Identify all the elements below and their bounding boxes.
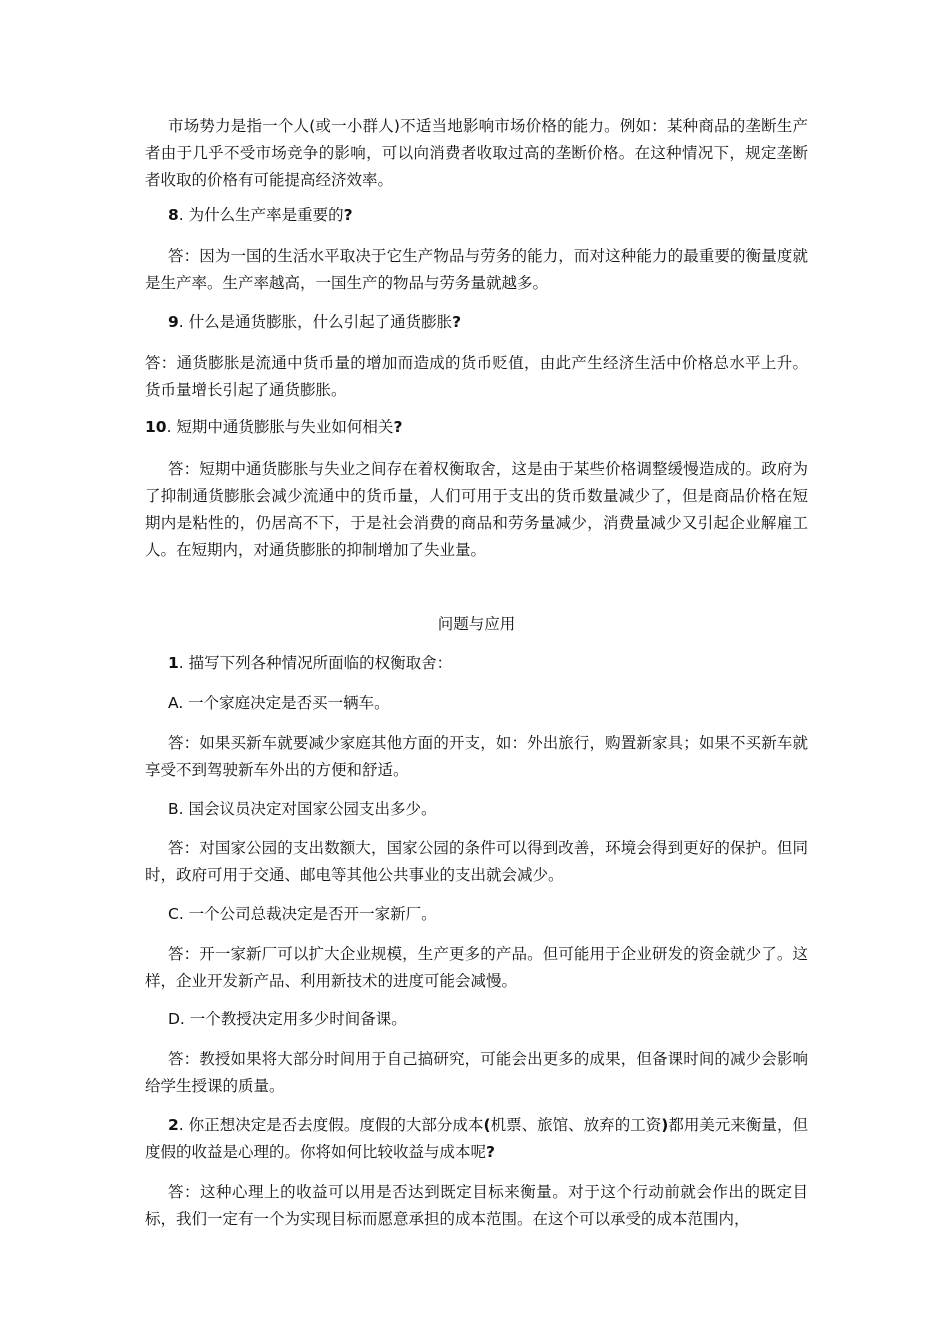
problem-2-text-2: 机票、旅馆、放弃的工资 — [490, 1116, 662, 1134]
problem-2-number: 2 — [168, 1116, 179, 1134]
question-9-mark: ? — [452, 313, 462, 331]
question-10-mark: ? — [393, 418, 403, 436]
problem-1-text: . 描写下列各种情况所面临的权衡取舍： — [178, 654, 453, 672]
problem-1b-question: B. 国会议员决定对国家公园支出多少。 — [168, 800, 437, 818]
problem-2-mark: ? — [486, 1143, 496, 1161]
problem-1 — [145, 650, 808, 677]
problem-2-text-3: 都用美元来衡量，但度假的收益是心理的。你将如何比较收益与成本呢 — [145, 1116, 808, 1161]
problem-2-text-1: . 你正想决定是否去度假。度假的大部分成本 — [178, 1116, 484, 1134]
problem-1d-answer: 答：教授如果将大部分时间用于自己搞研究，可能会出更多的成果，但备课时间的减少会影响给学生授课的质量。 — [145, 1050, 808, 1095]
answer-8: 答：因为一国的生活水平取决于它生产物品与劳务的能力，而对这种能力的最重要的衡量度就是生产率。生产率越高，一国生产的物品与劳务量就越多。 — [145, 247, 808, 292]
problem-1a-question: A. 一个家庭决定是否买一辆车。 — [168, 694, 390, 712]
problem-1d-question: D. 一个教授决定用多少时间备课。 — [168, 1010, 407, 1028]
problem-1c-question: C. 一个公司总裁决定是否开一家新厂。 — [168, 905, 437, 923]
question-8-mark: ? — [343, 206, 353, 224]
market-power-paragraph: 市场势力是指一个人(或一小群人)不适当地影响市场价格的能力。例如：某种商品的垄断生产者由于几乎不受市场竞争的影响，可以向消费者收取过高的垄断价格。在这种情况下，规定垄断者收取的价格有可能提高经济效率。 — [145, 117, 808, 189]
question-9 — [145, 309, 808, 336]
question-10-number: 10 — [145, 418, 167, 436]
section-title: 问题与应用 — [437, 615, 516, 633]
question-9-number: 9 — [168, 313, 179, 331]
problem-2 — [145, 1112, 808, 1166]
problem-1-number: 1 — [168, 654, 179, 672]
question-10 — [145, 414, 808, 441]
problem-2-paren-close: ) — [661, 1116, 669, 1134]
answer-9: 答：通货膨胀是流通中货币量的增加而造成的货币贬值，由此产生经济生活中价格总水平上升。货币量增长引起了通货膨胀。 — [145, 354, 808, 399]
problem-1c-answer: 答：开一家新厂可以扩大企业规模，生产更多的产品。但可能用于企业研发的资金就少了。这样，企业开发新产品、利用新技术的进度可能会减慢。 — [145, 945, 808, 990]
problem-1a-answer: 答：如果买新车就要减少家庭其他方面的开支，如：外出旅行，购置新家具；如果不买新车就享受不到驾驶新车外出的方便和舒适。 — [145, 734, 808, 779]
question-8-text: . 为什么生产率是重要的 — [178, 206, 344, 224]
answer-2: 答：这种心理上的收益可以用是否达到既定目标来衡量。对于这个行动前就会作出的既定目标，我们一定有一个为实现目标而愿意承担的成本范围。在这个可以承受的成本范围内， — [145, 1183, 808, 1228]
question-9-text: . 什么是通货膨胀，什么引起了通货膨胀 — [178, 313, 453, 331]
question-8-number: 8 — [168, 206, 179, 224]
question-10-text: . 短期中通货膨胀与失业如何相关 — [166, 418, 394, 436]
answer-10: 答：短期中通货膨胀与失业之间存在着权衡取舍，这是由于某些价格调整缓慢造成的。政府为了抑制通货膨胀会减少流通中的货币量，人们可用于支出的货币数量减少了，但是商品价格在短期内是粘性的，仍居高不下，于是社会消费的商品和劳务量减少，消费量减少又引起企业解雇工人。在短期内，对通货膨胀的抑制增加了失业量。 — [145, 460, 808, 559]
problem-1b-answer: 答：对国家公园的支出数额大，国家公园的条件可以得到改善，环境会得到更好的保护。但同时，政府可用于交通、邮电等其他公共事业的支出就会减少。 — [145, 839, 808, 884]
problem-2-paren-open: ( — [483, 1116, 491, 1134]
question-8 — [145, 202, 808, 229]
